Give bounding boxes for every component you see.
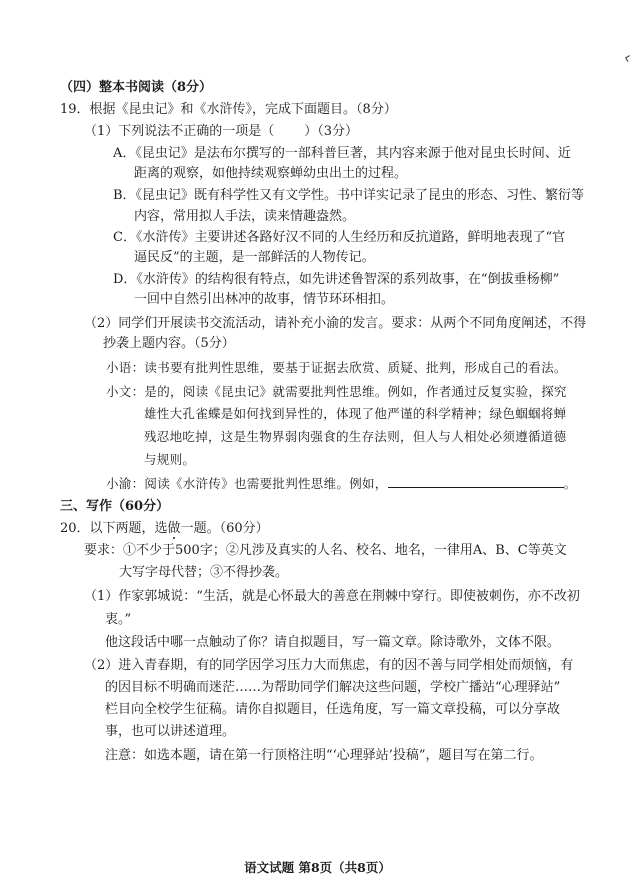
- q20-requirement-line1: 要求：①不少于500字；②凡涉及真实的人名、校名、地名，一律用A、B、C等英文: [84, 543, 567, 558]
- option-d-line1: D．《水浒传》的结构很有特点，如先讲述鲁智深的系列故事，在“倒拔垂杨柳”: [113, 272, 560, 287]
- q19-2-stem-line2: 抄袭上题内容。（5分）: [103, 336, 235, 351]
- q20-stem: 20．以下两题，选做一题。（60分）: [60, 521, 269, 536]
- section-4-heading: （四）整本书阅读（8分）: [60, 80, 213, 95]
- xiaoyu2-speech: 小渝：阅读《水浒传》也需要批判性思维。例如， 。: [106, 476, 577, 491]
- option-a-line1: A．《昆虫记》是法布尔撰写的一部科普巨著，其内容来源于他对昆虫长时间、近: [113, 146, 571, 161]
- topic2-line1: （2）进入青春期，有的同学因学习压力大而焦虑，有的因不善与同学相处而烦恼，有: [84, 658, 574, 673]
- option-b-line2: 内容，常用拟人手法，读来情趣盎然。: [134, 209, 356, 224]
- option-d-line2: 一回中自然引出林冲的故事，情节环环相扣。: [134, 292, 395, 307]
- topic2-line3: 栏目向全校学生征稿。请你自拟题目，任选角度，写一篇文章投稿，可以分享故: [105, 702, 561, 717]
- xiaowen-line3: 残忍地吃掉，这是生物界弱肉强食的生存法则，但人与人相处必须遵循道德: [144, 429, 567, 444]
- topic1-line2: 衷。”: [105, 612, 132, 627]
- q19-1-stem: （1）下列说法不正确的一项是（ ）（3分）: [84, 124, 359, 139]
- q20-requirement-line2: 大写字母代替；③不得抄袭。: [119, 565, 289, 580]
- section-3-heading: 三、写作（60分）: [60, 499, 170, 514]
- topic2-note: 注意：如选本题，请在第一行顶格注明“‘心理驿站’投稿”，题目写在第二行。: [105, 748, 543, 763]
- q19-2-stem-line1: （2）同学们开展读书交流活动，请补充小渝的发言。要求：从两个不同角度阐述，不得: [84, 316, 587, 331]
- option-c-line2: 逼民反”的主题，是一部鲜活的人物传记。: [134, 250, 375, 265]
- topic2-line2: 的因目标不明确而迷茫……为帮助同学们解决这些问题，学校广播站“心理驿站”: [105, 680, 561, 695]
- xiaowen-line1: 小文：是的，阅读《昆虫记》就需要批判性思维。例如，作者通过反复实验，探究: [106, 384, 567, 399]
- topic1-line3: 他这段话中哪一点触动了你？请自拟题目，写一篇文章。除诗歌外，文体不限。: [105, 635, 561, 650]
- answer-blank[interactable]: [388, 474, 564, 488]
- xiaoyu-speech: 小语：读书要有批判性思维，要基于证据去欣赏、质疑、批判，形成自己的看法。: [106, 360, 567, 375]
- page-footer: 语文试题 第8页（共8页）: [244, 860, 391, 875]
- xiaowen-line4: 与规则。: [144, 452, 196, 467]
- option-b-line1: B．《昆虫记》既有科学性又有文学性。书中详实记录了昆虫的形态、习性、繁衍等: [113, 188, 585, 203]
- option-c-line1: C．《水浒传》主要讲述各路好汉不同的人生经历和反抗道路，鲜明地表现了“官: [113, 230, 566, 245]
- margin-mark: [625, 55, 632, 62]
- topic2-line4: 事，也可以讲述道理。: [105, 724, 236, 739]
- xiaowen-line2: 雄性大孔雀蝶是如何找到异性的，体现了他严谨的科学精神；绿色蝈蝈将蝉: [144, 406, 567, 421]
- topic1-line1: （1）作家郭城说：“生活，就是心怀最大的善意在荆棘中穿行。即使被刺伤，亦不改初: [84, 589, 580, 604]
- q19-stem: 19．根据《昆虫记》和《水浒传》，完成下面题目。（8分）: [60, 102, 397, 117]
- option-a-line2: 距离的观察，如他持续观察蝉幼虫出土的过程。: [134, 166, 408, 181]
